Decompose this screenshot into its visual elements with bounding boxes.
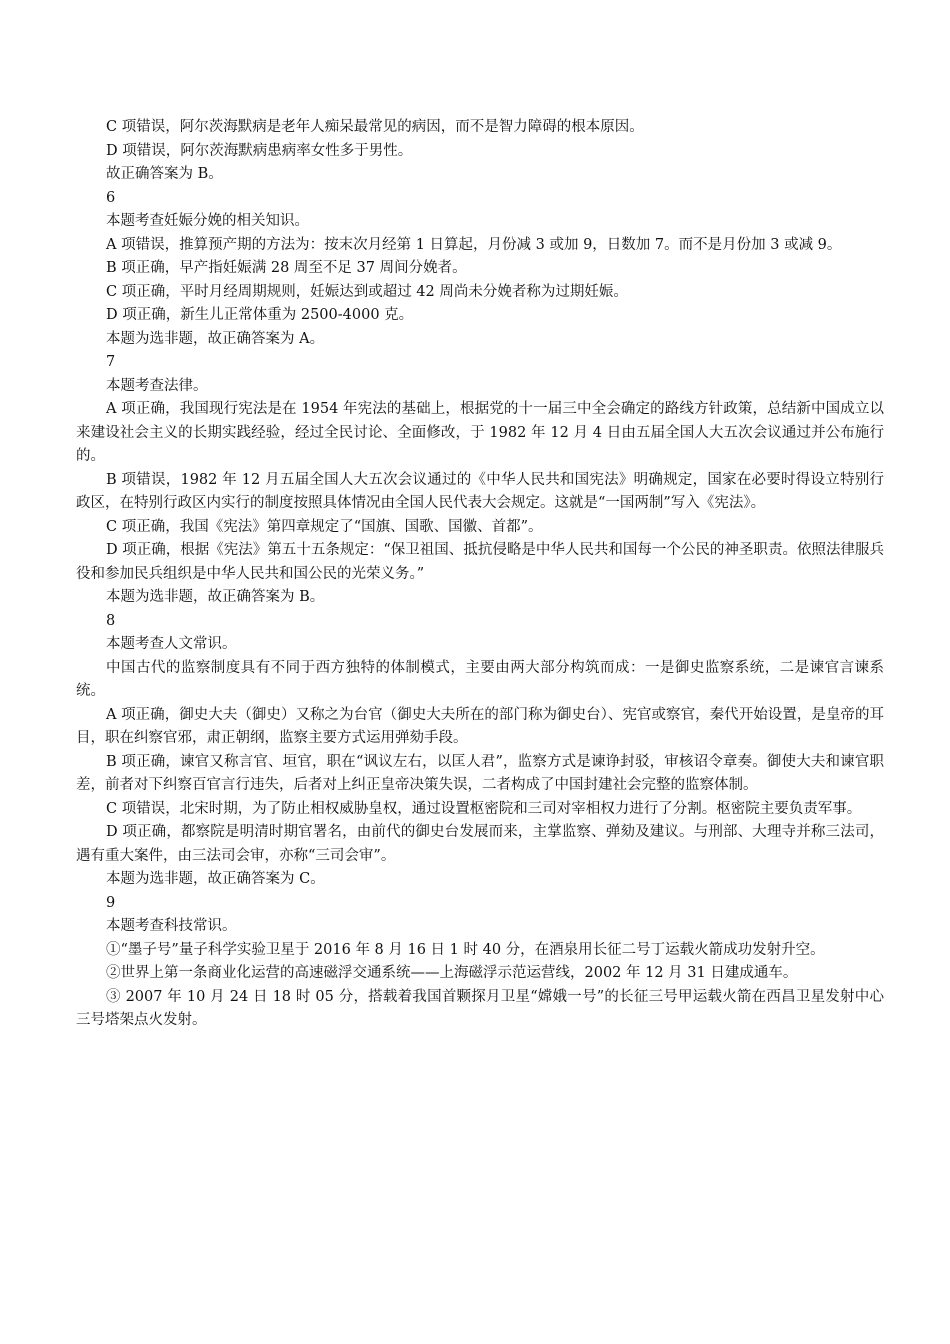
paragraph: B 项错误，1982 年 12 月五届全国人大五次会议通过的《中华人民共和国宪法》明确规定，国家在必要时得设立特别行政区，在特别行政区内实行的制度按照具体情况由全国人民代表大会规定。这就是“一国两制”写入《宪法》。 bbox=[76, 471, 884, 511]
paragraph: 中国古代的监察制度具有不同于西方独特的体制模式，主要由两大部分构筑而成：一是御史监察系统，二是谏官言谏系统。 bbox=[76, 659, 884, 699]
paragraph: B 项正确，谏官又称言官、垣官，职在“讽议左右，以匡人君”，监察方式是谏诤封驳，审核诏令章奏。御使大夫和谏官职差，前者对下纠察百官言行违失，后者对上纠正皇帝决策失误，二者构成了中国封建社会完整的监察体制。 bbox=[76, 753, 884, 793]
paragraph: C 项正确，平时月经周期规则，妊娠达到或超过 42 周尚未分娩者称为过期妊娠。 bbox=[106, 283, 628, 300]
paragraph: D 项错误，阿尔茨海默病患病率女性多于男性。 bbox=[106, 142, 413, 159]
paragraph: 9 bbox=[106, 894, 116, 911]
paragraph: 本题为选非题，故正确答案为 C。 bbox=[106, 871, 325, 887]
paragraph: 本题考查人文常识。 bbox=[106, 636, 237, 652]
paragraph: B 项正确，早产指妊娠满 28 周至不足 37 周间分娩者。 bbox=[106, 260, 467, 276]
paragraph: ②世界上第一条商业化运营的高速磁浮交通系统——上海磁浮示范运营线，2002 年 12 月 31 日建成通车。 bbox=[106, 965, 798, 981]
paragraph: 7 bbox=[106, 354, 116, 370]
paragraph: C 项错误，北宋时期，为了防止相权威胁皇权，通过设置枢密院和三司对宰相权力进行了分割。枢密院主要负责军事。 bbox=[106, 800, 862, 817]
paragraph: A 项正确，御史大夫（御史）又称之为台官（御史大夫所在的部门称为御史台）、宪官或察官，秦代开始设置，是皇帝的耳目，职在纠察官邪，肃正朝纲，监察主要方式运用弹劾手段。 bbox=[76, 706, 884, 746]
paragraph: 本题考查妊娠分娩的相关知识。 bbox=[106, 213, 309, 229]
paragraph: D 项正确，新生儿正常体重为 2500-4000 克。 bbox=[106, 307, 414, 323]
paragraph: C 项错误，阿尔茨海默病是老年人痴呆最常见的病因，而不是智力障碍的根本原因。 bbox=[106, 119, 644, 135]
paragraph: ①“墨子号”量子科学实验卫星于 2016 年 8 月 16 日 1 时 40 分，在酒泉用长征二号丁运载火箭成功发射升空。 bbox=[106, 941, 825, 958]
paragraph: D 项正确，都察院是明清时期官署名，由前代的御史台发展而来，主掌监察、弹劾及建议。与刑部、大理寺并称三法司，遇有重大案件，由三法司会审，亦称“三司会审”。 bbox=[76, 824, 884, 864]
paragraph: ③ 2007 年 10 月 24 日 18 时 05 分，搭载着我国首颗探月卫星“嫦娥一号”的长征三号甲运载火箭在西昌卫星发射中心三号塔架点火发射。 bbox=[76, 988, 884, 1028]
paragraph: 故正确答案为 B。 bbox=[106, 166, 223, 182]
paragraph: C 项正确，我国《宪法》第四章规定了“国旗、国歌、国徽、首都”。 bbox=[106, 518, 543, 535]
paragraph: D 项正确，根据《宪法》第五十五条规定：“保卫祖国、抵抗侵略是中华人民共和国每一个公民的神圣职责。依照法律服兵役和参加民兵组织是中华人民共和国公民的光荣义务。” bbox=[76, 542, 884, 582]
paragraph: 本题为选非题，故正确答案为 B。 bbox=[106, 589, 325, 605]
paragraph: 本题为选非题，故正确答案为 A。 bbox=[106, 330, 325, 347]
paragraph: 6 bbox=[106, 189, 116, 206]
paragraph: 8 bbox=[106, 612, 116, 629]
document-body bbox=[76, 116, 884, 1033]
paragraph: 本题考查科技常识。 bbox=[106, 918, 237, 934]
paragraph: A 项正确，我国现行宪法是在 1954 年宪法的基础上，根据党的十一届三中全会确定的路线方针政策，总结新中国成立以来建设社会主义的长期实践经验，经过全民讨论、全面修改，于 1982 年 12 月 4 日由五届全国人大五次会议通过并公布施行的。 bbox=[76, 401, 884, 464]
paragraph: 本题考查法律。 bbox=[106, 377, 208, 394]
paragraph: A 项错误，推算预产期的方法为：按末次月经第 1 日算起，月份减 3 或加 9，日数加 7。而不是月份加 3 或减 9。 bbox=[106, 236, 842, 253]
